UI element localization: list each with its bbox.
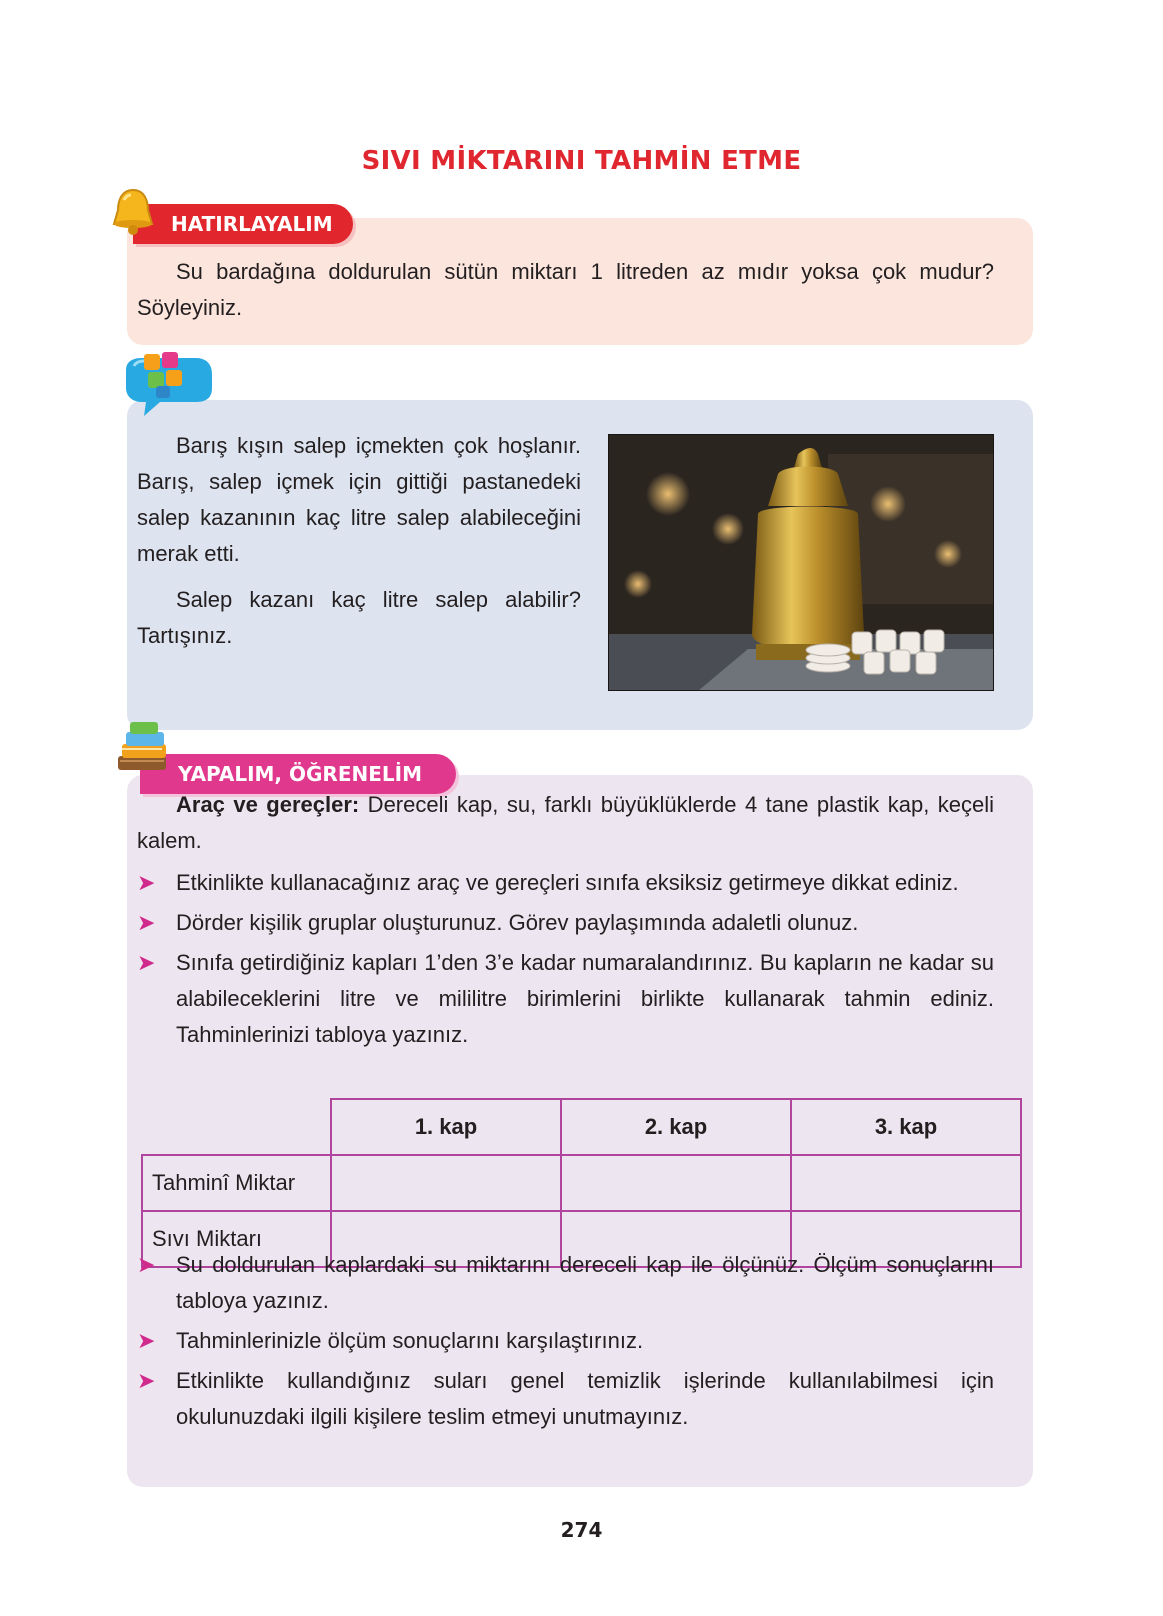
table-corner-cell: [142, 1099, 331, 1155]
bullet-item: [137, 1323, 994, 1359]
table-header: 1. kap: [331, 1099, 561, 1155]
bullet-text: Dörder kişilik gruplar oluşturunuz. Görev paylaşımında adaletli olunuz.: [176, 910, 859, 935]
table-cell: [561, 1155, 791, 1211]
bullet-text: Sınıfa getirdiğiniz kapları 1’den 3’e kadar numaralandırınız. Bu kapların ne kadar su alabileceklerini litre ve mililitre birimlerini birlikte kullanarak tahmin ediniz. Tahminlerinizi tabloya yazınız.: [176, 950, 994, 1047]
page-number: 274: [560, 1518, 603, 1542]
salep-kettle-photo: [608, 434, 994, 691]
table-header: 3. kap: [791, 1099, 1021, 1155]
table-header: 2. kap: [561, 1099, 791, 1155]
table-header-row: [142, 1099, 1021, 1155]
bullet-item: [137, 1363, 994, 1435]
bullet-item: [137, 1247, 994, 1319]
estimate-table: [141, 1098, 1022, 1268]
table-row: [142, 1155, 1021, 1211]
puzzle-icon: [114, 348, 214, 418]
books-icon: [112, 720, 172, 776]
materials-label: Araç ve gereçler:: [176, 792, 360, 817]
bullet-item: [137, 905, 994, 941]
bullet-text: Su doldurulan kaplardaki su miktarını dereceli kap ile ölçünüz. Ölçüm sonuçlarını tabloya yazınız.: [176, 1252, 994, 1313]
bullet-text: Tahminlerinizle ölçüm sonuçlarını karşılaştırınız.: [176, 1328, 644, 1353]
row-label: Tahminî Miktar: [142, 1155, 331, 1211]
table-cell: [791, 1155, 1021, 1211]
problem-para-2: Salep kazanı kaç litre salep alabilir? Tartışınız.: [137, 587, 581, 648]
recall-tag: HATIRLAYALIM: [133, 204, 353, 244]
activity-content: [137, 787, 994, 1057]
bullet-item: [137, 945, 994, 1053]
bullet-item: [137, 865, 994, 901]
materials-text: Dereceli kap, su, farklı büyüklüklerde 4 tane plastik kap, keçeli kalem.: [137, 792, 994, 853]
activity-tag: YAPALIM, ÖĞRENELİM: [140, 754, 456, 794]
arrow-bullet-icon: ➤: [137, 950, 156, 975]
bullet-text: Etkinlikte kullanacağınız araç ve gereçleri sınıfa eksiksiz getirmeye dikkat ediniz.: [176, 870, 959, 895]
materials-paragraph: [137, 787, 994, 859]
arrow-bullet-icon: ➤: [137, 870, 156, 895]
page-title: SIVI MİKTARINI TAHMİN ETME: [361, 146, 802, 176]
bell-icon: [108, 186, 158, 238]
bullet-text: Etkinlikte kullandığınız suları genel temizlik işlerinde kullanılabilmesi için okulunuzdaki ilgili kişilere teslim etmeyi unutmayınız.: [176, 1368, 994, 1429]
recall-text: Su bardağına doldurulan sütün miktarı 1 litreden az mıdır yoksa çok mudur? Söyleyiniz.: [137, 259, 994, 320]
problem-para-1: Barış kışın salep içmekten çok hoşlanır. Barış, salep içmek için gittiği pastanedeki salep kazanının kaç litre salep alabileceğini merak etti.: [137, 433, 581, 566]
arrow-bullet-icon: ➤: [137, 1328, 156, 1353]
arrow-bullet-icon: ➤: [137, 1368, 156, 1393]
table-cell: [331, 1155, 561, 1211]
arrow-bullet-icon: ➤: [137, 1252, 156, 1277]
problem-text: [137, 428, 581, 654]
activity-content-after: [137, 1247, 994, 1439]
row-label: Sıvı Miktarı: [142, 1211, 331, 1267]
arrow-bullet-icon: ➤: [137, 910, 156, 935]
